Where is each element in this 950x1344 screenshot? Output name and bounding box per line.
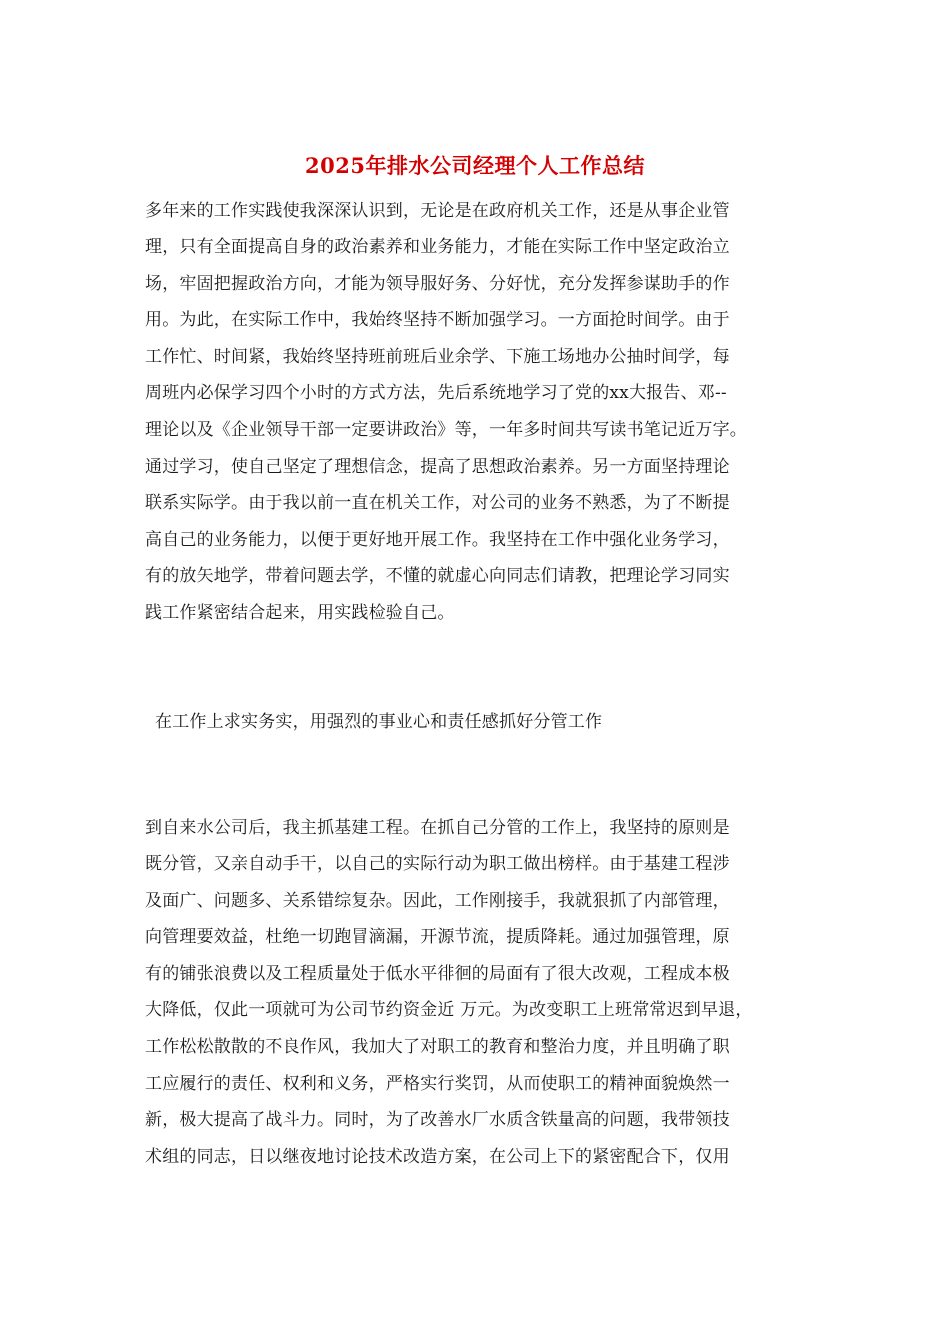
paragraph-line: 向管理要效益，杜绝一切跑冒滴漏，开源节流，提质降耗。通过加强管理，原 xyxy=(145,927,730,947)
paragraph-line: 有的铺张浪费以及工程质量处于低水平徘徊的局面有了很大改观，工程成本极 xyxy=(145,964,730,984)
paragraph-line: 多年来的工作实践使我深深认识到，无论是在政府机关工作，还是从事企业管 xyxy=(145,201,730,221)
paragraph-line: 场，牢固把握政治方向，才能为领导服好务、分好忧，充分发挥参谋助手的作 xyxy=(145,274,730,294)
paragraph-line: 高自己的业务能力，以便于更好地开展工作。我坚持在工作中强化业务学习， xyxy=(145,530,730,550)
paragraph-line: 新，极大提高了战斗力。同时，为了改善水厂水质含铁量高的问题，我带领技 xyxy=(145,1110,730,1130)
paragraph-line: 工作忙、时间紧，我始终坚持班前班后业余学、下施工场地办公抽时间学，每 xyxy=(145,347,730,367)
paragraph-line: 用。为此，在实际工作中，我始终坚持不断加强学习。一方面抢时间学。由于 xyxy=(145,310,730,330)
paragraph-line: 有的放矢地学，带着问题去学，不懂的就虚心向同志们请教，把理论学习同实 xyxy=(145,566,730,586)
paragraph-line: 既分管，又亲自动手干，以自己的实际行动为职工做出榜样。由于基建工程涉 xyxy=(145,854,730,874)
paragraph-line: 践工作紧密结合起来，用实践检验自己。 xyxy=(145,603,455,623)
section-heading: 在工作上求实务实，用强烈的事业心和责任感抓好分管工作 xyxy=(155,712,603,732)
paragraph-line: 周班内必保学习四个小时的方式方法，先后系统地学习了党的xx大报告、邓-- xyxy=(145,383,727,403)
paragraph-line: 通过学习，使自己坚定了理想信念，提高了思想政治素养。另一方面坚持理论 xyxy=(145,457,730,477)
document-title: 2025年排水公司经理个人工作总结 xyxy=(305,153,645,178)
paragraph-line: 联系实际学。由于我以前一直在机关工作，对公司的业务不熟悉，为了不断提 xyxy=(145,493,730,513)
paragraph-line: 理论以及《企业领导干部一定要讲政治》等，一年多时间共写读书笔记近万字。 xyxy=(145,420,747,440)
paragraph-line: 大降低，仅此一项就可为公司节约资金近 万元。为改变职工上班常常迟到早退， xyxy=(145,1000,753,1020)
paragraph-line: 及面广、问题多、关系错综复杂。因此，工作刚接手，我就狠抓了内部管理， xyxy=(145,891,730,911)
paragraph-line: 工作松松散散的不良作风，我加大了对职工的教育和整治力度，并且明确了职 xyxy=(145,1037,730,1057)
paragraph-line: 工应履行的责任、权利和义务，严格实行奖罚，从而使职工的精神面貌焕然一 xyxy=(145,1074,730,1094)
paragraph-line: 理，只有全面提高自身的政治素养和业务能力，才能在实际工作中坚定政治立 xyxy=(145,237,730,257)
paragraph-line: 术组的同志，日以继夜地讨论技术改造方案，在公司上下的紧密配合下，仅用 xyxy=(145,1147,730,1167)
paragraph-line: 到自来水公司后，我主抓基建工程。在抓自己分管的工作上，我坚持的原则是 xyxy=(145,818,730,838)
